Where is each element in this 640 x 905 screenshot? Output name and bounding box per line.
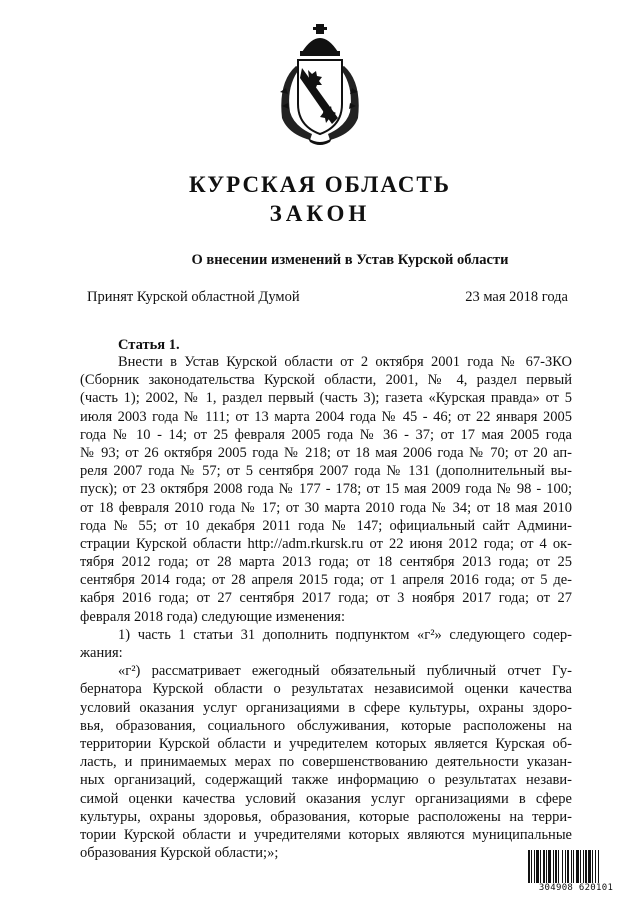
barcode-bar xyxy=(585,850,587,884)
barcode-bar xyxy=(540,850,541,884)
coat-of-arms-emblem xyxy=(272,22,368,146)
barcode-bar xyxy=(592,850,593,884)
body-line: тории Курской области и учредителями которых являются муниципальные xyxy=(80,826,572,843)
body-line: симой оценки качества условий оказания услуг организациями в сфере xyxy=(80,790,572,807)
barcode-bar xyxy=(548,850,551,884)
body-line: июля 2003 года № 111; от 13 марта 2004 года № 45 - 46; от 22 января 2005 xyxy=(80,408,572,425)
body-line: № 93; от 26 октября 2005 года № 218; от 18 мая 2006 года № 70; от 20 ап- xyxy=(80,444,572,461)
barcode-bar xyxy=(576,850,579,884)
barcode-bar xyxy=(598,850,599,884)
body-line: ных организаций, содержащий также информацию о результатах незави- xyxy=(80,772,572,789)
body-line: Внести в Устав Курской области от 2 октября 2001 года № 67-ЗКО xyxy=(118,354,572,370)
body-line: культуры, охраны здоровья, образования, которые расположены на терри- xyxy=(80,808,572,825)
article-heading: Статья 1. xyxy=(118,337,180,353)
barcode-bar xyxy=(543,850,545,884)
barcode-bar xyxy=(580,850,581,884)
law-subject-title: О внесении изменений в Устав Курской области xyxy=(191,252,509,268)
body-line: тября 2012 года; от 28 марта 2013 года; от 18 сентября 2013 года; от 25 xyxy=(80,554,572,571)
body-line: ласть, и принимаемых мерах по совершенствованию деятельности указан- xyxy=(80,754,572,771)
barcode-bar xyxy=(558,850,559,884)
body-line: года № 10 - 14; от 25 февраля 2005 года № 36 - 37; от 17 мая 2005 года xyxy=(80,426,572,443)
barcode-bar xyxy=(531,850,532,884)
barcode-bar xyxy=(553,850,554,884)
body-line: условий оказания услуг организациями в сфере культуры, охраны здоро- xyxy=(80,699,572,716)
body-line: (Сборник законодательства Курской области, 2001, № 4, раздел первый xyxy=(80,372,572,389)
barcode-bar xyxy=(555,850,557,884)
barcode-bar xyxy=(573,850,574,884)
barcode-bar xyxy=(546,850,547,884)
barcode-bar xyxy=(562,850,563,884)
barcode-bar xyxy=(583,850,584,884)
body-line: февраля 2018 года) следующие изменения: xyxy=(80,608,346,625)
body-line: вья, образования, социального обслуживания, которые расположены на xyxy=(80,717,572,734)
barcode-bar xyxy=(565,850,566,884)
body-line: кабря 2016 года; от 27 сентября 2017 года; от 3 ноября 2017 года; от 27 xyxy=(80,590,572,607)
document-type-title: ЗАКОН xyxy=(269,201,371,226)
region-title: КУРСКАЯ ОБЛАСТЬ xyxy=(189,172,451,197)
body-line: 1) часть 1 статьи 31 дополнить подпунктом «г²» следующего содер- xyxy=(118,626,572,643)
barcode-bar xyxy=(534,850,535,884)
body-line: «г²) рассматривает ежегодный обязательный публичный отчет Гу- xyxy=(118,663,572,680)
body-line: пуск); от 23 октября 2008 года № 177 - 178; от 15 мая 2009 года № 98 - 100; xyxy=(80,481,572,498)
barcode-bar xyxy=(571,850,572,884)
adoption-date: 23 мая 2018 года xyxy=(465,289,568,305)
barcode-bar xyxy=(595,850,596,884)
barcode-number: 304908 620101 xyxy=(524,883,628,893)
body-line: территории Курской области и учредителем которых является Курская об- xyxy=(80,735,572,752)
body-line: реля 2007 года № 57; от 5 сентября 2007 года № 131 (дополнительный вы- xyxy=(80,463,572,480)
body-line: жания: xyxy=(80,645,123,661)
barcode-bar xyxy=(528,850,530,884)
body-line: года № 55; от 10 декабря 2011 года № 147; официальный сайт Админи- xyxy=(80,517,572,534)
body-line: от 18 февраля 2010 года № 17; от 30 марта 2010 года № 34; от 18 мая 2010 xyxy=(80,499,572,516)
body-line: сентября 2014 года; от 28 апреля 2015 года; от 1 апреля 2016 года; от 5 де- xyxy=(80,572,572,589)
body-line: страции Курской области http://adm.rkursk.ru от 22 июня 2012 года; от 4 ок- xyxy=(80,535,572,552)
barcode-bar xyxy=(536,850,539,884)
adopted-by-text: Принят Курской областной Думой xyxy=(87,289,300,305)
body-line: (часть 1); 2002, № 1, раздел первый (часть 3); газета «Курская правда» от 5 xyxy=(80,390,572,407)
body-line: бернатора Курской области о результатах независимой оценки качества xyxy=(80,681,572,698)
barcode-bar xyxy=(567,850,569,884)
barcode-bar xyxy=(588,850,591,884)
article-body xyxy=(80,353,572,862)
body-line: образования Курской области;»; xyxy=(80,845,279,862)
